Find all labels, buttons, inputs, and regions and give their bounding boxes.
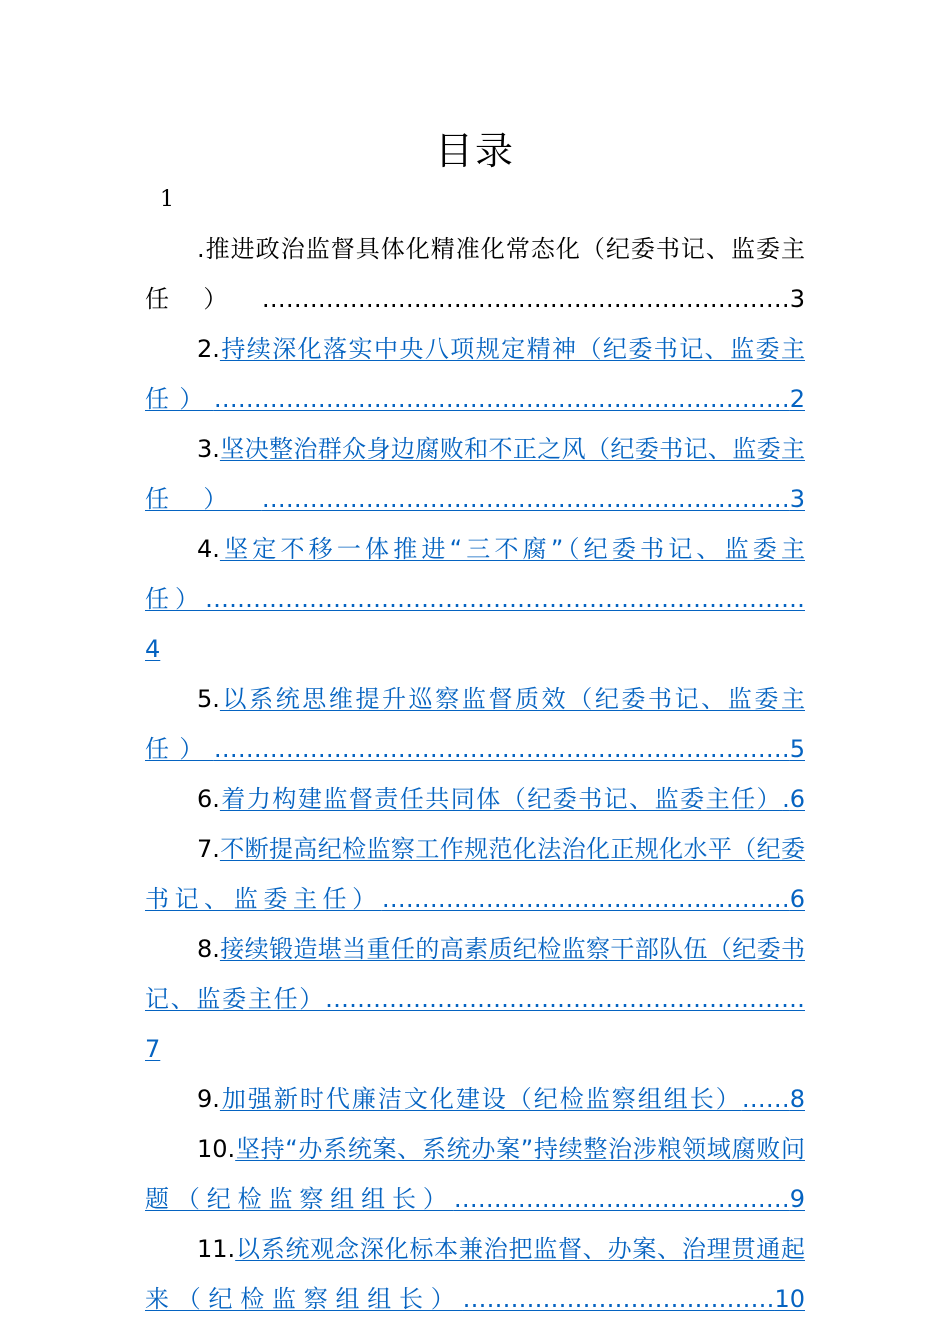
toc-entry-link[interactable] (145, 335, 805, 413)
table-of-contents (145, 224, 805, 1324)
toc-entry-4[interactable] (145, 524, 805, 674)
toc-entry-6[interactable] (145, 774, 805, 824)
toc-entry-title: 以系统观念深化标本兼治把监督、办案、治理贯通起来（纪检监察组组长） (145, 1235, 805, 1313)
toc-entry-page: 4 (145, 635, 161, 663)
toc-entry-leader: ………………………………………………………… (261, 285, 790, 313)
toc-entry-link[interactable] (145, 685, 805, 763)
toc-entry-number: 5. (197, 685, 220, 713)
toc-entry-number: 9. (197, 1085, 220, 1113)
toc-entry-page: 6 (789, 785, 805, 813)
toc-entry-leader: . (782, 785, 790, 813)
toc-entry-leader: ………………………………………………………… (261, 485, 790, 513)
toc-entry-link[interactable] (145, 435, 805, 513)
toc-entry-title: 接续锻造堪当重任的高素质纪检监察干部队伍（纪委书记、监委主任） (145, 935, 805, 1013)
toc-entry-leader: …………………………………………………… (325, 985, 805, 1013)
toc-entry-title: 加强新时代廉洁文化建设（纪检监察组组长） (219, 1085, 742, 1113)
toc-entry-9[interactable] (145, 1074, 805, 1124)
toc-entry-leader: …………………………………………… (381, 885, 790, 913)
toc-entry-leader: …… (741, 1085, 790, 1113)
toc-entry-page: 10 (774, 1285, 805, 1313)
toc-entry-3[interactable] (145, 424, 805, 524)
toc-entry-link[interactable] (145, 1135, 805, 1213)
toc-entry-page: 3 (789, 285, 805, 313)
toc-entry-title: 坚决整治群众身边腐败和不正之风（纪委书记、监委主任） (145, 435, 805, 513)
toc-entry-number: 11. (197, 1235, 236, 1263)
toc-entry-title: 着力构建监督责任共同体（纪委书记、监委主任） (219, 785, 783, 813)
toc-entry-page: 3 (789, 485, 805, 513)
toc-entry-number: 2. (197, 335, 220, 363)
toc-entry-title: 坚定不移一体推进“三不腐”（纪委书记、监委主任） (145, 535, 805, 613)
toc-entry-title: 坚持“办系统案、系统办案”持续整治涉粮领域腐败问题（纪检监察组组长） (145, 1135, 805, 1213)
toc-entry-number: 10. (197, 1135, 236, 1163)
toc-entry-page: 7 (145, 1035, 161, 1063)
toc-entry-link[interactable] (145, 935, 805, 1063)
toc-entry-link[interactable] (220, 1085, 805, 1113)
toc-entry-number: 7. (197, 835, 220, 863)
toc-entry-number: 6. (197, 785, 220, 813)
toc-entry-2[interactable] (145, 324, 805, 424)
toc-entry-link (145, 235, 805, 313)
toc-entry-11[interactable] (145, 1224, 805, 1324)
toc-entry-title: 持续深化落实中央八项规定精神（纪委书记、监委主任） (145, 335, 805, 413)
toc-entry-5[interactable] (145, 674, 805, 774)
toc-entry-number: 8. (197, 935, 220, 963)
toc-entry-leader: ………………………………………………………………… (205, 585, 805, 613)
toc-entry-link[interactable] (145, 1235, 805, 1313)
toc-entry-link[interactable] (145, 535, 805, 663)
toc-entry-number: 4. (197, 535, 220, 563)
toc-entry-page: 5 (789, 735, 805, 763)
toc-entry-title: 不断提高纪检监察工作规范化法治化正规化水平（纪委书记、监委主任） (145, 835, 805, 913)
toc-entry-leader: ………………………………… (462, 1285, 775, 1313)
toc-entry-8[interactable] (145, 924, 805, 1074)
toc-entry-link[interactable] (220, 785, 805, 813)
toc-entry-page: 2 (789, 385, 805, 413)
toc-entry-number: 3. (197, 435, 220, 463)
toc-entry-1 (145, 224, 805, 324)
page-number-marker: 1 (160, 187, 174, 212)
page-title: 目录 (434, 129, 515, 173)
toc-entry-leader: ……………………………………………………………… (213, 735, 790, 763)
toc-entry-7[interactable] (145, 824, 805, 924)
toc-entry-page: 6 (789, 885, 805, 913)
toc-entry-title: .推进政治监督具体化精准化常态化（纪委书记、监委主任） (145, 235, 805, 313)
toc-entry-page: 8 (789, 1085, 805, 1113)
toc-entry-title: 以系统思维提升巡察监督质效（纪委书记、监委主任） (145, 685, 805, 763)
toc-entry-leader: …………………………………… (453, 1185, 790, 1213)
toc-entry-link[interactable] (145, 835, 805, 913)
toc-entry-10[interactable] (145, 1124, 805, 1224)
toc-entry-page: 9 (789, 1185, 805, 1213)
toc-entry-leader: ……………………………………………………………… (213, 385, 790, 413)
